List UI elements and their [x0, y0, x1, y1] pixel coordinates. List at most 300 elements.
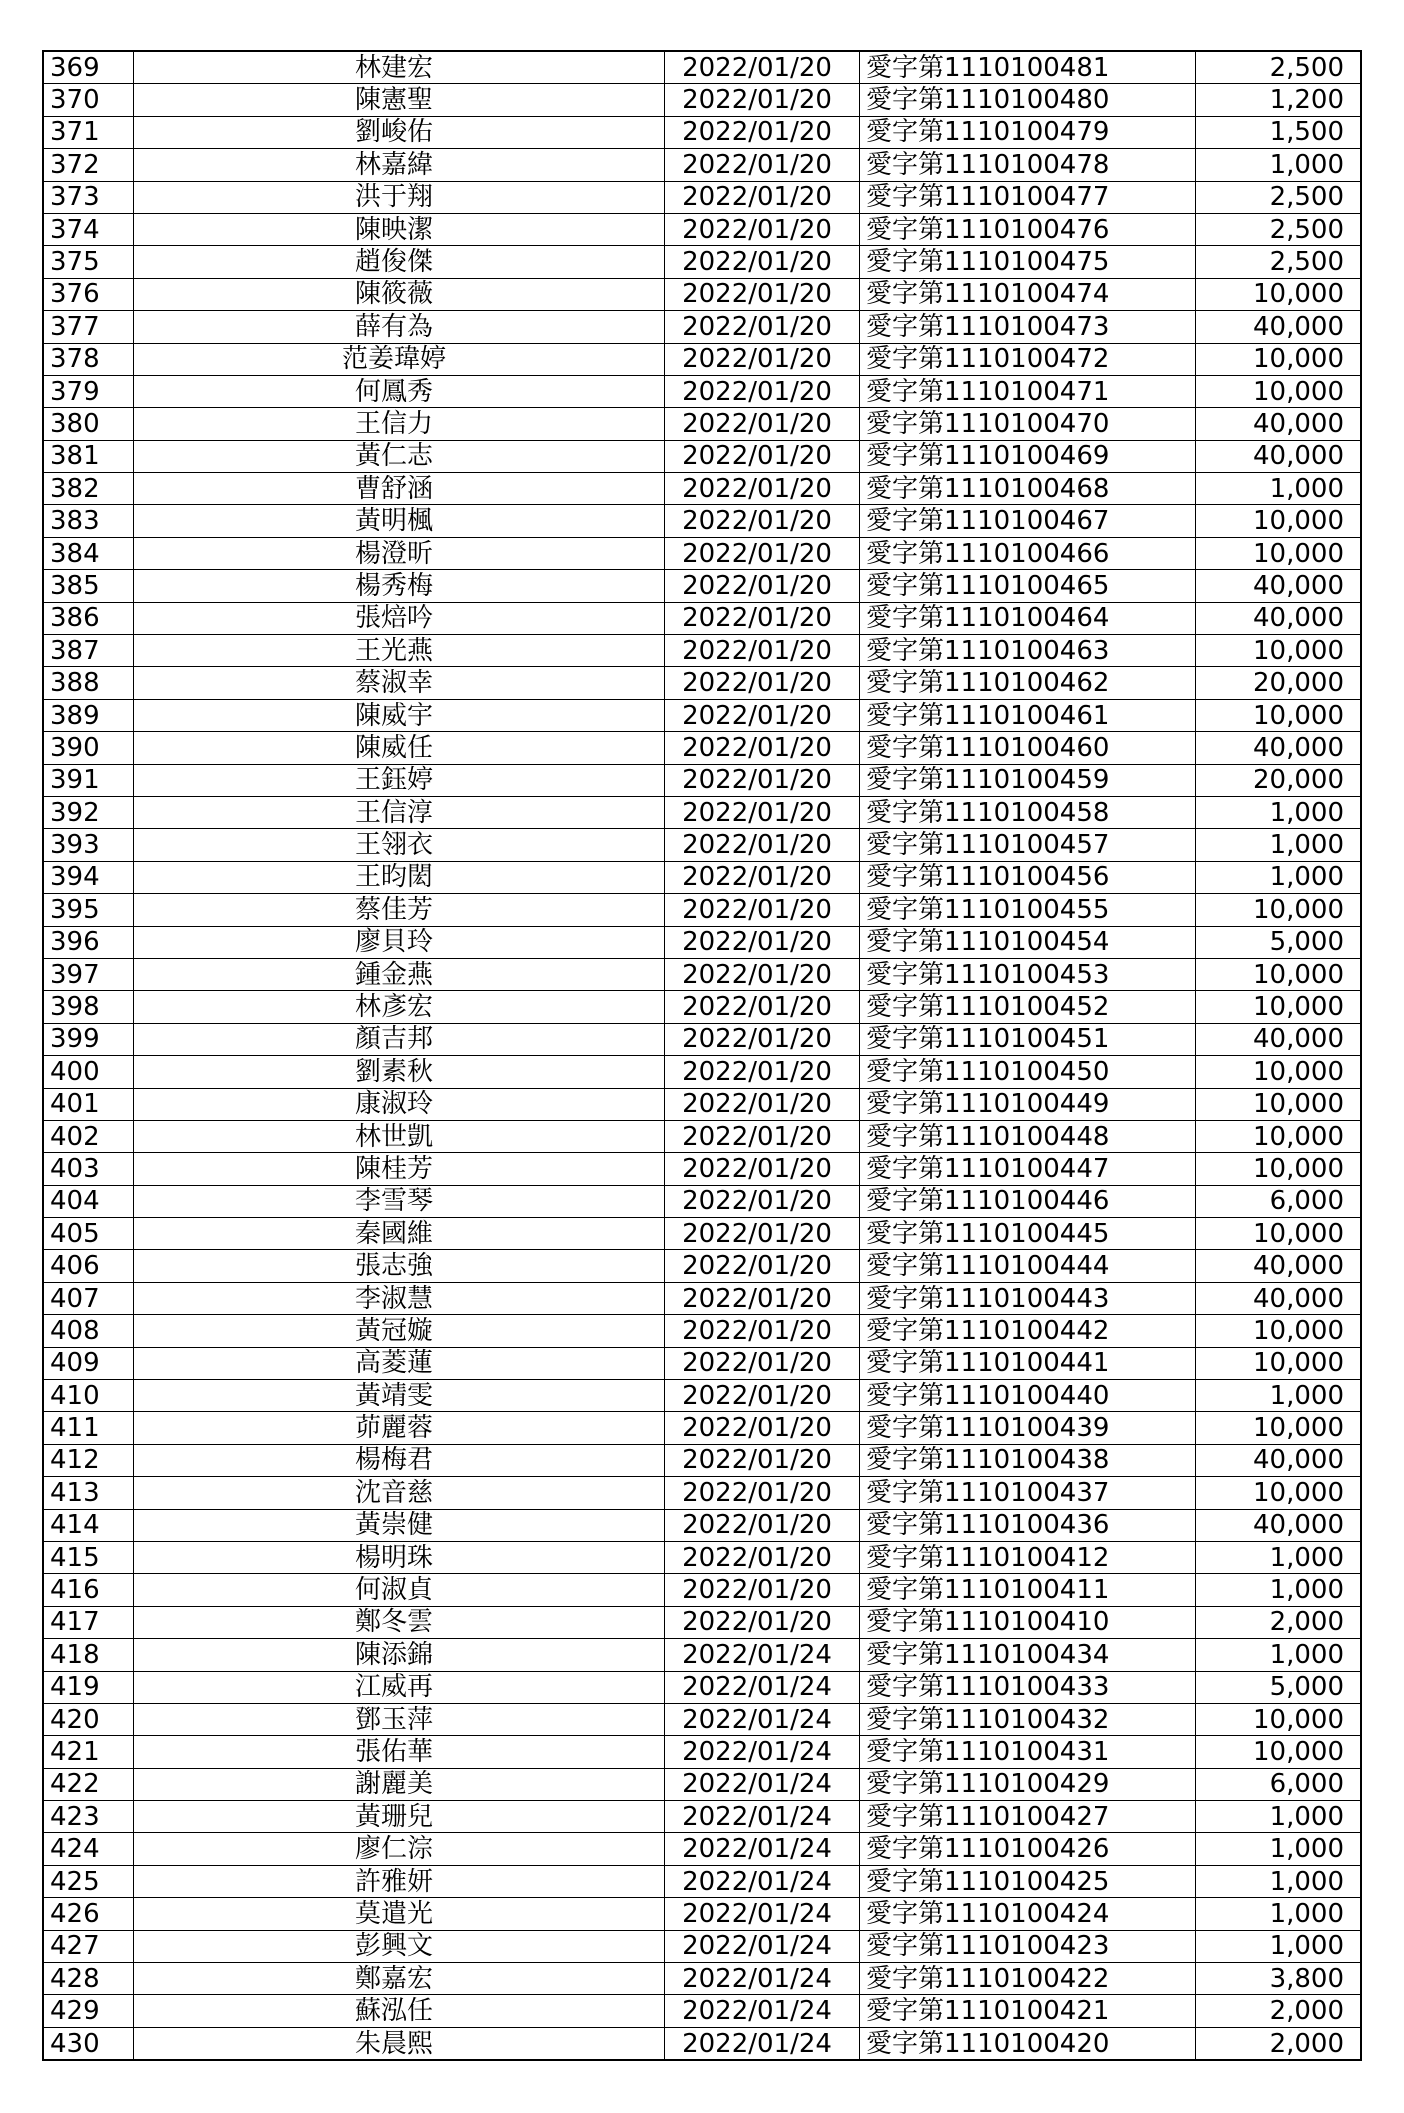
- donation-date: 2022/01/24: [665, 2027, 860, 2060]
- row-number: 373: [43, 181, 134, 213]
- donation-amount: 10,000: [1196, 1477, 1362, 1509]
- table-row: [43, 1218, 1361, 1250]
- donor-name: 蔡淑幸: [134, 667, 665, 699]
- donor-name: 沈音慈: [134, 1477, 665, 1509]
- receipt-number: 愛字第1110100431: [860, 1736, 1196, 1768]
- table-row: [43, 1865, 1361, 1897]
- receipt-number: 愛字第1110100444: [860, 1250, 1196, 1282]
- donation-date: 2022/01/20: [665, 667, 860, 699]
- donation-date: 2022/01/20: [665, 408, 860, 440]
- row-number: 378: [43, 343, 134, 375]
- donation-date: 2022/01/20: [665, 278, 860, 310]
- table-row: [43, 116, 1361, 148]
- table-row: [43, 958, 1361, 990]
- row-number: 383: [43, 505, 134, 537]
- donor-name: 陳威任: [134, 732, 665, 764]
- table-row: [43, 1671, 1361, 1703]
- row-number: 408: [43, 1315, 134, 1347]
- row-number: 385: [43, 570, 134, 602]
- row-number: 414: [43, 1509, 134, 1541]
- receipt-number: 愛字第1110100410: [860, 1606, 1196, 1638]
- row-number: 395: [43, 894, 134, 926]
- donation-date: 2022/01/20: [665, 473, 860, 505]
- row-number: 422: [43, 1768, 134, 1800]
- row-number: 399: [43, 1023, 134, 1055]
- donation-date: 2022/01/20: [665, 1541, 860, 1573]
- row-number: 393: [43, 829, 134, 861]
- donation-amount: 10,000: [1196, 1056, 1362, 1088]
- receipt-number: 愛字第1110100454: [860, 926, 1196, 958]
- donation-date: 2022/01/20: [665, 1282, 860, 1314]
- table-row: [43, 440, 1361, 472]
- receipt-number: 愛字第1110100471: [860, 375, 1196, 407]
- receipt-number: 愛字第1110100464: [860, 602, 1196, 634]
- table-row: [43, 1833, 1361, 1865]
- donor-name: 顏吉邦: [134, 1023, 665, 1055]
- donation-amount: 40,000: [1196, 1444, 1362, 1476]
- table-row: [43, 343, 1361, 375]
- donor-name: 陳桂芳: [134, 1153, 665, 1185]
- receipt-number: 愛字第1110100481: [860, 51, 1196, 84]
- receipt-number: 愛字第1110100451: [860, 1023, 1196, 1055]
- row-number: 392: [43, 796, 134, 828]
- table-row: [43, 1509, 1361, 1541]
- donation-amount: 1,000: [1196, 1639, 1362, 1671]
- donor-name: 王翎衣: [134, 829, 665, 861]
- row-number: 405: [43, 1218, 134, 1250]
- donor-name: 林世凱: [134, 1120, 665, 1152]
- row-number: 415: [43, 1541, 134, 1573]
- receipt-number: 愛字第1110100447: [860, 1153, 1196, 1185]
- row-number: 376: [43, 278, 134, 310]
- donor-name: 黃崇健: [134, 1509, 665, 1541]
- donation-date: 2022/01/24: [665, 1801, 860, 1833]
- receipt-number: 愛字第1110100429: [860, 1768, 1196, 1800]
- donation-date: 2022/01/20: [665, 1477, 860, 1509]
- donation-amount: 40,000: [1196, 311, 1362, 343]
- receipt-number: 愛字第1110100456: [860, 861, 1196, 893]
- row-number: 403: [43, 1153, 134, 1185]
- donor-name: 劉峻佑: [134, 116, 665, 148]
- donor-name: 楊澄昕: [134, 537, 665, 569]
- donation-amount: 1,000: [1196, 796, 1362, 828]
- donation-date: 2022/01/20: [665, 1218, 860, 1250]
- receipt-number: 愛字第1110100441: [860, 1347, 1196, 1379]
- receipt-number: 愛字第1110100472: [860, 343, 1196, 375]
- row-number: 377: [43, 311, 134, 343]
- row-number: 391: [43, 764, 134, 796]
- table-row: [43, 1250, 1361, 1282]
- donation-date: 2022/01/24: [665, 1639, 860, 1671]
- donation-date: 2022/01/20: [665, 602, 860, 634]
- row-number: 420: [43, 1703, 134, 1735]
- table-row: [43, 1185, 1361, 1217]
- table-row: [43, 1898, 1361, 1930]
- row-number: 370: [43, 84, 134, 116]
- receipt-number: 愛字第1110100421: [860, 1995, 1196, 2027]
- donation-amount: 10,000: [1196, 699, 1362, 731]
- receipt-number: 愛字第1110100475: [860, 246, 1196, 278]
- donor-name: 黃冠嫙: [134, 1315, 665, 1347]
- receipt-number: 愛字第1110100437: [860, 1477, 1196, 1509]
- donation-amount: 2,000: [1196, 1606, 1362, 1638]
- donation-amount: 1,000: [1196, 1865, 1362, 1897]
- donor-name: 李淑慧: [134, 1282, 665, 1314]
- row-number: 397: [43, 958, 134, 990]
- row-number: 426: [43, 1898, 134, 1930]
- donor-name: 謝麗美: [134, 1768, 665, 1800]
- receipt-number: 愛字第1110100467: [860, 505, 1196, 537]
- donation-date: 2022/01/20: [665, 149, 860, 181]
- donor-name: 何淑貞: [134, 1574, 665, 1606]
- receipt-number: 愛字第1110100420: [860, 2027, 1196, 2060]
- table-row: [43, 1703, 1361, 1735]
- table-row: [43, 732, 1361, 764]
- table-row: [43, 1477, 1361, 1509]
- row-number: 412: [43, 1444, 134, 1476]
- donation-date: 2022/01/20: [665, 1347, 860, 1379]
- donor-name: 江威再: [134, 1671, 665, 1703]
- receipt-number: 愛字第1110100470: [860, 408, 1196, 440]
- donor-name: 劉素秋: [134, 1056, 665, 1088]
- table-row: [43, 926, 1361, 958]
- donation-date: 2022/01/20: [665, 116, 860, 148]
- row-number: 389: [43, 699, 134, 731]
- donation-amount: 10,000: [1196, 375, 1362, 407]
- row-number: 406: [43, 1250, 134, 1282]
- table-row: [43, 1120, 1361, 1152]
- receipt-number: 愛字第1110100474: [860, 278, 1196, 310]
- table-row: [43, 278, 1361, 310]
- donation-date: 2022/01/20: [665, 796, 860, 828]
- donor-name: 楊明珠: [134, 1541, 665, 1573]
- receipt-number: 愛字第1110100450: [860, 1056, 1196, 1088]
- receipt-number: 愛字第1110100422: [860, 1963, 1196, 1995]
- donor-name: 林嘉緯: [134, 149, 665, 181]
- donation-amount: 40,000: [1196, 1250, 1362, 1282]
- donation-amount: 6,000: [1196, 1185, 1362, 1217]
- donation-amount: 10,000: [1196, 991, 1362, 1023]
- donation-amount: 1,000: [1196, 473, 1362, 505]
- donation-date: 2022/01/24: [665, 1768, 860, 1800]
- donor-name: 何鳳秀: [134, 375, 665, 407]
- donation-date: 2022/01/20: [665, 926, 860, 958]
- donor-name: 黃仁志: [134, 440, 665, 472]
- receipt-number: 愛字第1110100411: [860, 1574, 1196, 1606]
- donation-amount: 10,000: [1196, 958, 1362, 990]
- row-number: 407: [43, 1282, 134, 1314]
- donation-date: 2022/01/20: [665, 1185, 860, 1217]
- receipt-number: 愛字第1110100460: [860, 732, 1196, 764]
- receipt-number: 愛字第1110100452: [860, 991, 1196, 1023]
- table-row: [43, 311, 1361, 343]
- receipt-number: 愛字第1110100458: [860, 796, 1196, 828]
- donation-amount: 10,000: [1196, 1347, 1362, 1379]
- table-row: [43, 1995, 1361, 2027]
- receipt-number: 愛字第1110100424: [860, 1898, 1196, 1930]
- donation-date: 2022/01/20: [665, 1056, 860, 1088]
- donation-date: 2022/01/20: [665, 861, 860, 893]
- table-row: [43, 181, 1361, 213]
- receipt-number: 愛字第1110100461: [860, 699, 1196, 731]
- donation-date: 2022/01/24: [665, 1833, 860, 1865]
- receipt-number: 愛字第1110100433: [860, 1671, 1196, 1703]
- donor-name: 洪于翔: [134, 181, 665, 213]
- row-number: 424: [43, 1833, 134, 1865]
- donation-date: 2022/01/20: [665, 829, 860, 861]
- receipt-number: 愛字第1110100434: [860, 1639, 1196, 1671]
- receipt-number: 愛字第1110100468: [860, 473, 1196, 505]
- donation-table-body: [43, 51, 1361, 2060]
- row-number: 381: [43, 440, 134, 472]
- receipt-number: 愛字第1110100439: [860, 1412, 1196, 1444]
- donor-name: 黃靖雯: [134, 1380, 665, 1412]
- donor-name: 張焙吟: [134, 602, 665, 634]
- row-number: 390: [43, 732, 134, 764]
- donation-amount: 10,000: [1196, 537, 1362, 569]
- table-row: [43, 1380, 1361, 1412]
- donor-name: 曹舒涵: [134, 473, 665, 505]
- donor-name: 陳添錦: [134, 1639, 665, 1671]
- donation-date: 2022/01/20: [665, 375, 860, 407]
- table-row: [43, 408, 1361, 440]
- table-row: [43, 84, 1361, 116]
- donor-name: 鄧玉萍: [134, 1703, 665, 1735]
- donation-date: 2022/01/20: [665, 635, 860, 667]
- receipt-number: 愛字第1110100478: [860, 149, 1196, 181]
- donor-name: 陳映潔: [134, 213, 665, 245]
- donation-amount: 1,000: [1196, 1930, 1362, 1962]
- donation-amount: 10,000: [1196, 1153, 1362, 1185]
- table-row: [43, 1930, 1361, 1962]
- table-row: [43, 537, 1361, 569]
- table-row: [43, 1606, 1361, 1638]
- donation-date: 2022/01/24: [665, 1865, 860, 1897]
- donor-name: 陳憲聖: [134, 84, 665, 116]
- row-number: 429: [43, 1995, 134, 2027]
- donation-amount: 1,000: [1196, 1801, 1362, 1833]
- table-row: [43, 764, 1361, 796]
- table-row: [43, 1088, 1361, 1120]
- donation-amount: 2,500: [1196, 246, 1362, 278]
- donation-date: 2022/01/24: [665, 1995, 860, 2027]
- donor-name: 鄭冬雲: [134, 1606, 665, 1638]
- donation-amount: 1,000: [1196, 1380, 1362, 1412]
- receipt-number: 愛字第1110100412: [860, 1541, 1196, 1573]
- donation-amount: 5,000: [1196, 926, 1362, 958]
- row-number: 386: [43, 602, 134, 634]
- donation-date: 2022/01/20: [665, 51, 860, 84]
- donation-amount: 3,800: [1196, 1963, 1362, 1995]
- receipt-number: 愛字第1110100480: [860, 84, 1196, 116]
- donor-name: 廖貝玲: [134, 926, 665, 958]
- donor-name: 林彥宏: [134, 991, 665, 1023]
- donation-amount: 20,000: [1196, 764, 1362, 796]
- row-number: 380: [43, 408, 134, 440]
- table-row: [43, 1282, 1361, 1314]
- donor-name: 廖仁淙: [134, 1833, 665, 1865]
- table-row: [43, 635, 1361, 667]
- receipt-number: 愛字第1110100455: [860, 894, 1196, 926]
- row-number: 379: [43, 375, 134, 407]
- row-number: 425: [43, 1865, 134, 1897]
- donation-amount: 1,000: [1196, 861, 1362, 893]
- donor-name: 茆麗蓉: [134, 1412, 665, 1444]
- row-number: 371: [43, 116, 134, 148]
- donation-amount: 40,000: [1196, 440, 1362, 472]
- row-number: 404: [43, 1185, 134, 1217]
- donor-name: 楊秀梅: [134, 570, 665, 602]
- row-number: 418: [43, 1639, 134, 1671]
- row-number: 384: [43, 537, 134, 569]
- row-number: 369: [43, 51, 134, 84]
- donor-name: 莫遣光: [134, 1898, 665, 1930]
- donation-date: 2022/01/24: [665, 1671, 860, 1703]
- donation-amount: 40,000: [1196, 732, 1362, 764]
- donor-name: 蔡佳芳: [134, 894, 665, 926]
- table-row: [43, 213, 1361, 245]
- table-row: [43, 1023, 1361, 1055]
- donation-date: 2022/01/20: [665, 84, 860, 116]
- receipt-number: 愛字第1110100459: [860, 764, 1196, 796]
- receipt-number: 愛字第1110100457: [860, 829, 1196, 861]
- donation-date: 2022/01/20: [665, 1023, 860, 1055]
- receipt-number: 愛字第1110100443: [860, 1282, 1196, 1314]
- table-row: [43, 861, 1361, 893]
- donation-amount: 10,000: [1196, 278, 1362, 310]
- row-number: 394: [43, 861, 134, 893]
- receipt-number: 愛字第1110100436: [860, 1509, 1196, 1541]
- receipt-number: 愛字第1110100465: [860, 570, 1196, 602]
- donation-date: 2022/01/20: [665, 570, 860, 602]
- table-row: [43, 51, 1361, 84]
- donor-name: 黃珊兒: [134, 1801, 665, 1833]
- donation-date: 2022/01/24: [665, 1898, 860, 1930]
- table-row: [43, 149, 1361, 181]
- donation-date: 2022/01/20: [665, 699, 860, 731]
- donation-date: 2022/01/20: [665, 1606, 860, 1638]
- donor-name: 許雅妍: [134, 1865, 665, 1897]
- receipt-number: 愛字第1110100427: [860, 1801, 1196, 1833]
- donation-amount: 10,000: [1196, 1412, 1362, 1444]
- row-number: 400: [43, 1056, 134, 1088]
- row-number: 401: [43, 1088, 134, 1120]
- donation-amount: 10,000: [1196, 1315, 1362, 1347]
- row-number: 409: [43, 1347, 134, 1379]
- donation-date: 2022/01/24: [665, 1703, 860, 1735]
- donation-amount: 10,000: [1196, 1736, 1362, 1768]
- donation-date: 2022/01/20: [665, 1088, 860, 1120]
- receipt-number: 愛字第1110100449: [860, 1088, 1196, 1120]
- row-number: 398: [43, 991, 134, 1023]
- table-row: [43, 375, 1361, 407]
- table-row: [43, 667, 1361, 699]
- donation-amount: 1,000: [1196, 149, 1362, 181]
- receipt-number: 愛字第1110100425: [860, 1865, 1196, 1897]
- donor-name: 高菱蓮: [134, 1347, 665, 1379]
- donor-name: 王昀閎: [134, 861, 665, 893]
- donation-amount: 10,000: [1196, 1120, 1362, 1152]
- receipt-number: 愛字第1110100466: [860, 537, 1196, 569]
- row-number: 413: [43, 1477, 134, 1509]
- table-row: [43, 1574, 1361, 1606]
- receipt-number: 愛字第1110100446: [860, 1185, 1196, 1217]
- donation-date: 2022/01/20: [665, 764, 860, 796]
- donor-name: 張佑華: [134, 1736, 665, 1768]
- table-row: [43, 1412, 1361, 1444]
- receipt-number: 愛字第1110100479: [860, 116, 1196, 148]
- donation-amount: 1,000: [1196, 1898, 1362, 1930]
- donation-date: 2022/01/20: [665, 732, 860, 764]
- donation-amount: 40,000: [1196, 408, 1362, 440]
- donor-name: 陳筱薇: [134, 278, 665, 310]
- donation-amount: 1,000: [1196, 829, 1362, 861]
- donation-table: [42, 50, 1362, 2061]
- donation-amount: 10,000: [1196, 1088, 1362, 1120]
- donation-date: 2022/01/20: [665, 311, 860, 343]
- row-number: 372: [43, 149, 134, 181]
- donation-date: 2022/01/20: [665, 991, 860, 1023]
- donor-name: 張志強: [134, 1250, 665, 1282]
- table-row: [43, 1639, 1361, 1671]
- row-number: 387: [43, 635, 134, 667]
- donation-amount: 10,000: [1196, 1703, 1362, 1735]
- donation-amount: 2,000: [1196, 2027, 1362, 2060]
- row-number: 411: [43, 1412, 134, 1444]
- table-row: [43, 1315, 1361, 1347]
- donation-date: 2022/01/20: [665, 1380, 860, 1412]
- donation-date: 2022/01/20: [665, 1574, 860, 1606]
- donor-name: 楊梅君: [134, 1444, 665, 1476]
- table-row: [43, 2027, 1361, 2060]
- table-row: [43, 1801, 1361, 1833]
- table-row: [43, 1153, 1361, 1185]
- table-row: [43, 1736, 1361, 1768]
- donation-amount: 10,000: [1196, 1218, 1362, 1250]
- donation-date: 2022/01/20: [665, 213, 860, 245]
- row-number: 396: [43, 926, 134, 958]
- donation-amount: 20,000: [1196, 667, 1362, 699]
- receipt-number: 愛字第1110100477: [860, 181, 1196, 213]
- donation-date: 2022/01/20: [665, 894, 860, 926]
- donation-date: 2022/01/20: [665, 343, 860, 375]
- receipt-number: 愛字第1110100423: [860, 1930, 1196, 1962]
- receipt-number: 愛字第1110100442: [860, 1315, 1196, 1347]
- receipt-number: 愛字第1110100473: [860, 311, 1196, 343]
- row-number: 374: [43, 213, 134, 245]
- donation-amount: 2,500: [1196, 181, 1362, 213]
- receipt-number: 愛字第1110100453: [860, 958, 1196, 990]
- row-number: 402: [43, 1120, 134, 1152]
- row-number: 423: [43, 1801, 134, 1833]
- donation-date: 2022/01/24: [665, 1963, 860, 1995]
- table-row: [43, 699, 1361, 731]
- row-number: 388: [43, 667, 134, 699]
- table-row: [43, 1347, 1361, 1379]
- donation-date: 2022/01/20: [665, 505, 860, 537]
- receipt-number: 愛字第1110100476: [860, 213, 1196, 245]
- donation-amount: 40,000: [1196, 570, 1362, 602]
- table-row: [43, 602, 1361, 634]
- receipt-number: 愛字第1110100469: [860, 440, 1196, 472]
- row-number: 416: [43, 1574, 134, 1606]
- donation-amount: 40,000: [1196, 1023, 1362, 1055]
- donation-date: 2022/01/20: [665, 537, 860, 569]
- table-row: [43, 505, 1361, 537]
- donor-name: 黃明楓: [134, 505, 665, 537]
- donation-amount: 10,000: [1196, 343, 1362, 375]
- table-row: [43, 1444, 1361, 1476]
